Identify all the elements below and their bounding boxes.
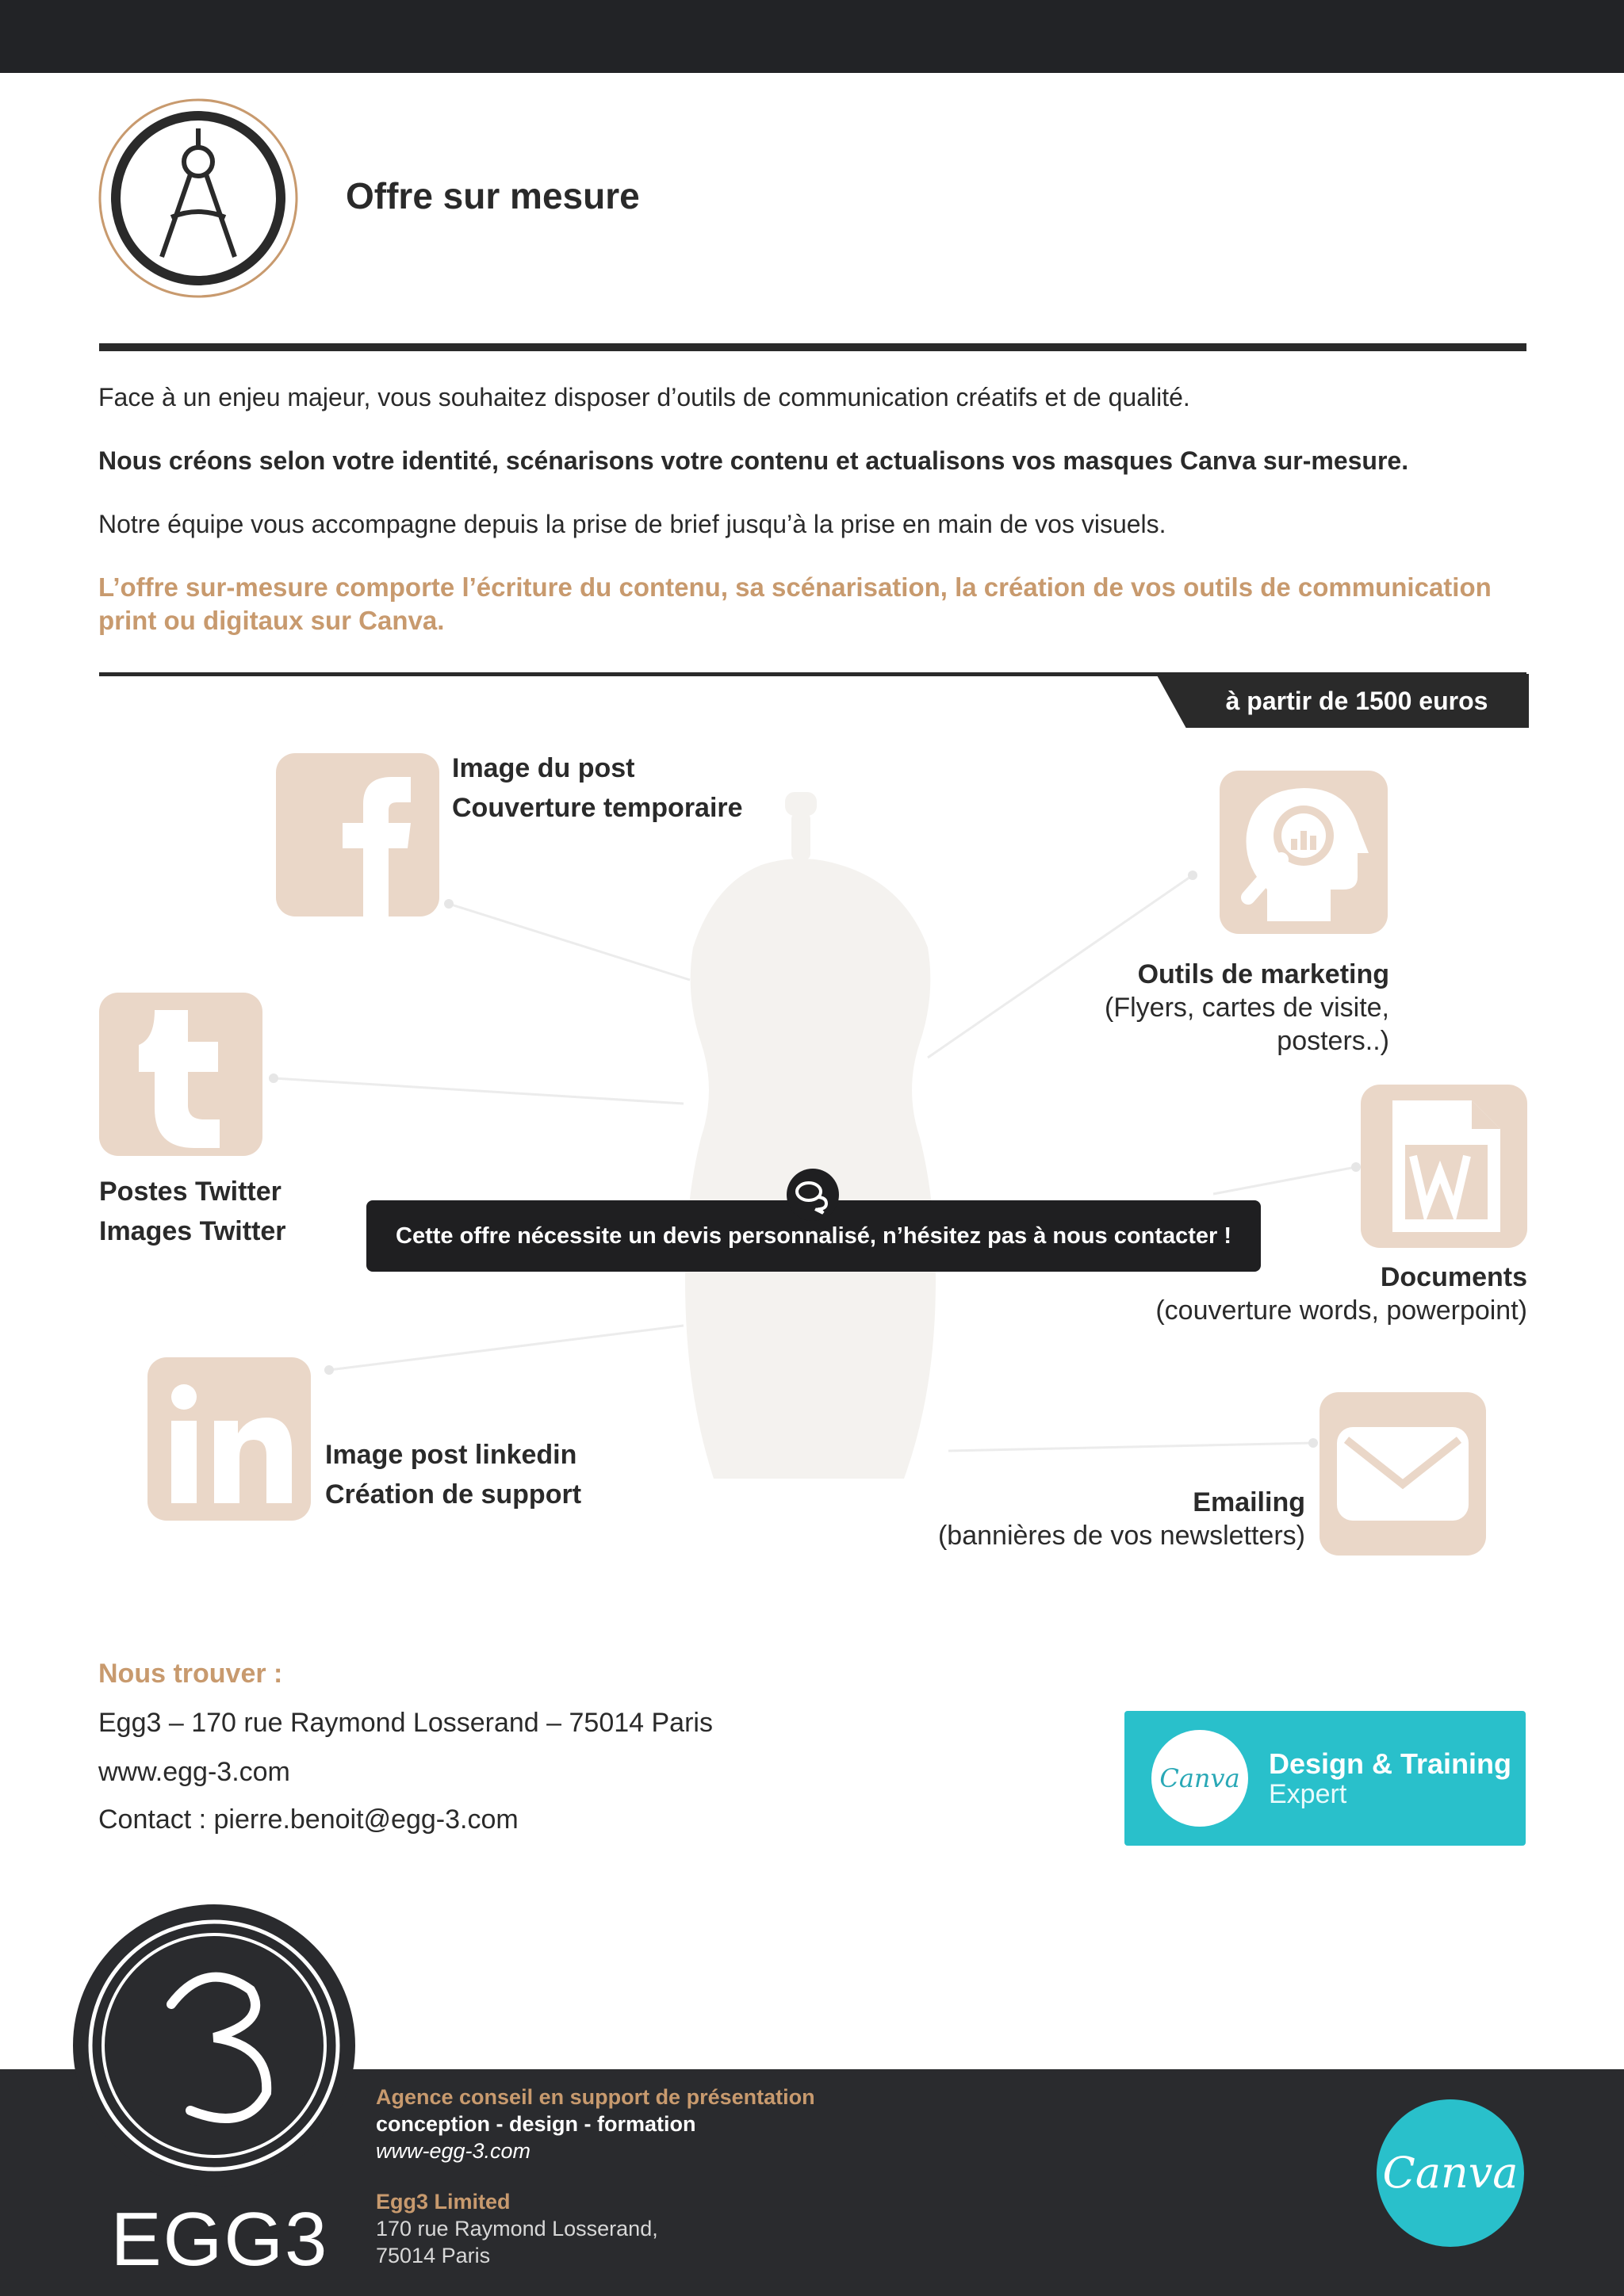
- facebook-icon: [276, 753, 439, 916]
- service-detail: (Flyers, cartes de visite,: [1105, 993, 1389, 1023]
- footer-address: 75014 Paris: [376, 2244, 491, 2267]
- canva-logo: Canva: [1159, 1763, 1240, 1793]
- contact-website[interactable]: www.egg-3.com: [98, 1757, 290, 1787]
- badge-title: Design & Training: [1269, 1747, 1512, 1780]
- footer-company: Egg3 Limited: [376, 2190, 511, 2214]
- emailing-tile: [1320, 1392, 1486, 1556]
- intro-bold-paragraph: Nous créons selon votre identité, scénarisons votre contenu et actualisons vos masques Canva sur-mesure.: [98, 446, 1409, 475]
- quote-cta-banner: Cette offre nécessite un devis personnalisé, n’hésitez pas à nous contacter !: [366, 1200, 1261, 1272]
- price-label: à partir de 1500 euros: [1225, 687, 1488, 715]
- marketing-head-icon: [1220, 771, 1388, 934]
- word-document-icon: [1361, 1085, 1527, 1248]
- tumblr-tile: [99, 993, 262, 1156]
- linkedin-icon: [147, 1357, 311, 1521]
- documents-tile: [1361, 1085, 1527, 1248]
- service-detail: posters..): [1277, 1026, 1389, 1056]
- linkedin-tile: [147, 1357, 311, 1521]
- tumblr-icon: [99, 993, 262, 1156]
- service-detail: (bannières de vos newsletters): [937, 1521, 1305, 1551]
- page-title: Offre sur mesure: [346, 175, 640, 216]
- service-label: Création de support: [325, 1479, 582, 1510]
- service-title: Documents: [1380, 1262, 1527, 1292]
- contact-heading: Nous trouver :: [98, 1659, 283, 1689]
- egg3-brand: EGG3: [110, 2197, 329, 2282]
- service-label: Image du post: [452, 753, 635, 783]
- badge-subtitle: Expert: [1269, 1779, 1347, 1809]
- intro-paragraph: Notre équipe vous accompagne depuis la prise de brief jusqu’à la prise en main de vos visuels.: [98, 510, 1166, 538]
- egg3-logo-icon: [71, 1903, 357, 2188]
- service-label: Images Twitter: [99, 1216, 286, 1246]
- offer-highlight: L’offre sur-mesure comporte l’écriture du contenu, sa scénarisation, la création de vos outils de communication print ou digitaux sur Canva.: [98, 572, 1492, 635]
- chat-bubbles-icon: [787, 1169, 839, 1221]
- footer-services: conception - design - formation: [376, 2112, 696, 2136]
- service-label: Image post linkedin: [325, 1440, 577, 1470]
- mannequin-illustration: [666, 789, 959, 1502]
- service-title: Emailing: [1193, 1487, 1305, 1517]
- intro-paragraph: Face à un enjeu majeur, vous souhaitez disposer d’outils de communication créatifs et de qualité.: [98, 383, 1190, 411]
- contact-email[interactable]: Contact : pierre.benoit@egg-3.com: [98, 1804, 519, 1835]
- service-label: Couverture temporaire: [452, 793, 743, 823]
- footer-tagline: Agence conseil en support de présentation: [376, 2085, 815, 2109]
- marketing-tile: [1220, 771, 1388, 934]
- footer-website[interactable]: www-egg-3.com: [376, 2139, 531, 2163]
- service-detail: (couverture words, powerpoint): [1155, 1295, 1527, 1326]
- facebook-tile: [276, 753, 439, 916]
- canva-logo: Canva: [1382, 2148, 1519, 2198]
- service-label: Postes Twitter: [99, 1177, 282, 1207]
- service-title: Outils de marketing: [1137, 959, 1389, 989]
- footer-address: 170 rue Raymond Losserand,: [376, 2217, 658, 2241]
- envelope-icon: [1320, 1392, 1486, 1556]
- contact-address: Egg3 – 170 rue Raymond Losserand – 75014 Paris: [98, 1708, 713, 1738]
